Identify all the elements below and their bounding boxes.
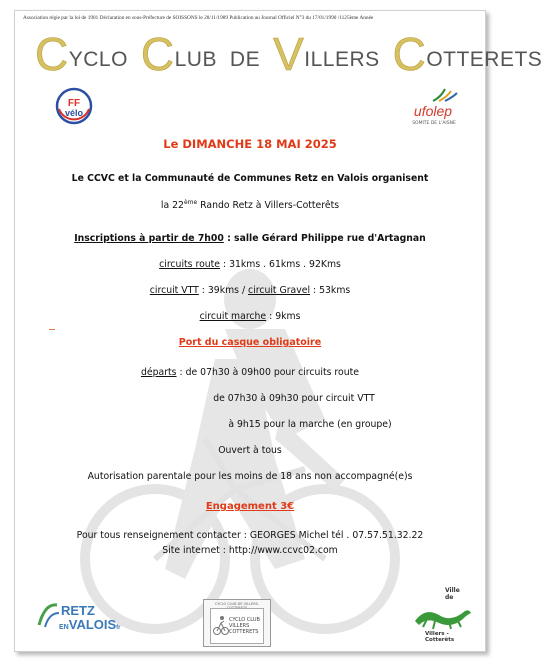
title-word-cotterets: COTTERETS: [392, 28, 543, 80]
route-circuits-line: circuits route : 31kms . 61kms . 92Kms: [159, 259, 341, 270]
flyer-page: [14, 10, 543, 652]
title-word-club: CLUB: [140, 28, 217, 80]
legal-notice: Association régie par la loi de 1901 Déclaration en sous-Préfecture de SOISSONS le 28/11/1989 Publication au Journal Officiel N°3 du 17/01/1990 /1125ème Année: [23, 15, 374, 21]
inscriptions-line: Inscriptions à partir de 7h00 : salle Gérard Philippe rue d'Artagnan: [74, 233, 426, 244]
parental-authorization: Autorisation parentale pour les moins de 18 ans non accompagné(e)s: [87, 471, 413, 482]
retz-en-valois-logo: [35, 597, 125, 637]
website-line[interactable]: Site internet : http://www.ccvc02.com: [162, 545, 338, 556]
badge-inner: [210, 608, 264, 644]
salamander-icon: [411, 601, 473, 631]
helmet-notice: Port du casque obligatoire: [178, 337, 322, 348]
ufolep-logo: [403, 87, 463, 131]
organizers-line: Le CCVC et la Communauté de Communes Retz en Valois organisent: [71, 173, 429, 184]
ville-top-text: Ville de: [445, 587, 460, 601]
event-date: Le DIMANCHE 18 MAI 2025: [163, 137, 337, 151]
ufolep-swoosh-icon: [431, 87, 459, 103]
badge-text: CYCLO CLUB VILLERS COTTERETS: [229, 617, 260, 635]
vtt-gravel-line: circuit VTT : 39kms / circuit Gravel : 53kms: [149, 285, 351, 296]
retz-swirl-icon: [35, 599, 61, 629]
badge-cyclist-icon: [213, 615, 229, 635]
ufolep-subtitle: SOMITE DE L'AISNE: [412, 121, 456, 126]
marche-line: circuit marche : 9kms: [199, 311, 301, 322]
title-word-cyclo: CYCLO: [35, 28, 128, 80]
inscriptions-label: Inscriptions à partir de 7h00: [74, 233, 224, 244]
ff-velo-logo: [55, 87, 93, 125]
title-word-villers: VILLERS: [273, 28, 380, 80]
title-word-de: DE: [229, 48, 261, 71]
contact-line: Pour tous renseignement contacter : GEORGES Michel tél . 07.57.51.32.22: [76, 530, 424, 541]
ff-velo-top-text: FF: [67, 98, 81, 109]
badge-title: CYCLO CLUB DE VILLERS-: [214, 602, 260, 606]
ville-villers-cotterets-logo: [411, 587, 473, 643]
decorative-dash: [49, 329, 55, 330]
entry-fee: Engagement 3€: [205, 501, 295, 512]
valois-text: ENVALOISfr: [59, 617, 121, 632]
open-to-all: Ouvert à tous: [218, 445, 282, 456]
ville-bottom-text: Villers - Cotterêts: [425, 631, 455, 643]
departs-line-2: de 07h30 à 09h30 pour circuit VTT: [213, 393, 375, 404]
retz-text: RETZ: [61, 603, 95, 618]
rando-line: la 22ème Rando Retz à Villers-Cotterêts: [160, 199, 340, 212]
club-title: [35, 27, 543, 81]
ufolep-text: ufolep: [413, 103, 453, 119]
club-badge: [203, 599, 271, 647]
ff-velo-bottom-text: vélo: [64, 108, 84, 118]
departs-line-1: départs : de 07h30 à 09h00 pour circuits route: [141, 367, 359, 378]
departs-line-3: à 9h15 pour la marche (en groupe): [228, 419, 392, 430]
